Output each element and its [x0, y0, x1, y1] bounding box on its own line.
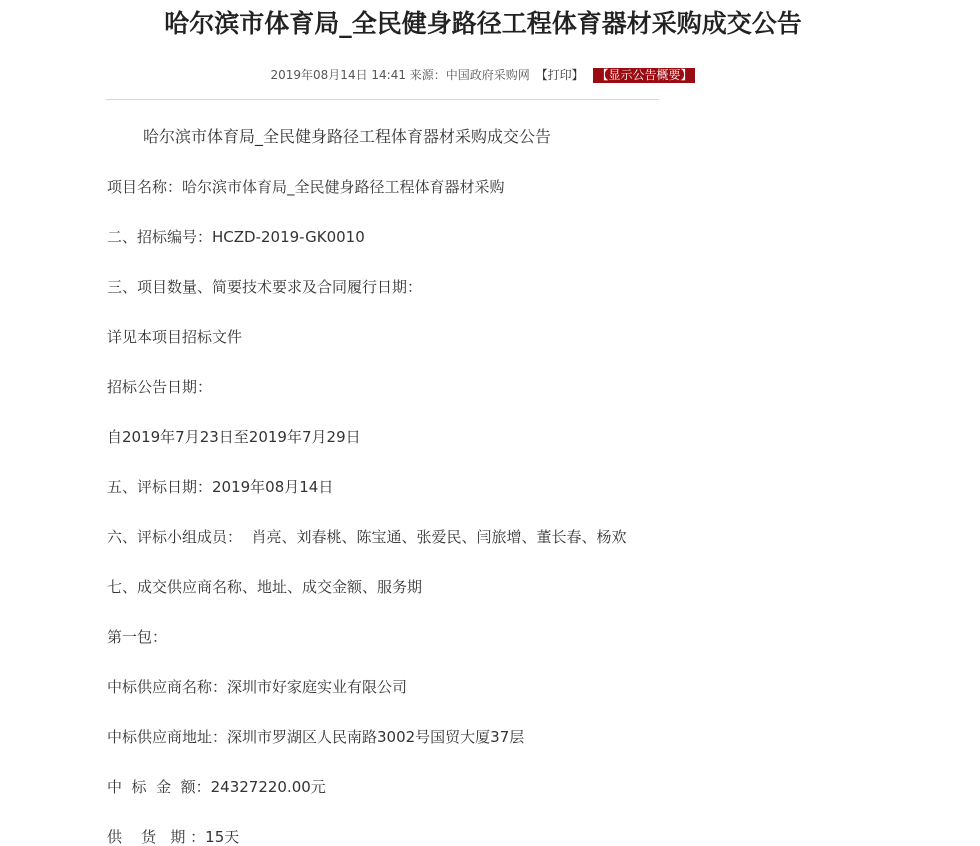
publish-info: 2019年08月14日 14:41 来源：中国政府采购网 — [270, 68, 530, 82]
delivery-period-line: 供 货 期 ：15天 — [107, 828, 240, 846]
supplier-info-heading: 七、成交供应商名称、地址、成交金额、服务期 — [107, 578, 423, 596]
project-requirements-heading: 三、项目数量、简要技术要求及合同履行日期： — [107, 278, 423, 296]
supplier-address-line: 中标供应商地址：深圳市罗湖区人民南路3002号国贸大厦37层 — [107, 728, 525, 746]
supplier-name-line: 中标供应商名称：深圳市好家庭实业有限公司 — [107, 678, 408, 696]
package-one-heading: 第一包： — [107, 628, 168, 646]
project-name-line: 项目名称：哈尔滨市体育局_全民健身路径工程体育器材采购 — [107, 178, 505, 196]
announcement-date-range: 自2019年7月23日至2019年7月29日 — [107, 428, 361, 446]
print-link[interactable]: 【打印】 — [535, 68, 584, 82]
show-summary-button[interactable]: 【显示公告概要】 — [593, 68, 695, 83]
requirements-detail-line: 详见本项目招标文件 — [107, 328, 243, 346]
article-meta — [0, 66, 966, 84]
bid-amount-line: 中 标 金 额：24327220.00元 — [107, 778, 326, 796]
announcement-date-heading: 招标公告日期： — [107, 378, 213, 396]
title-divider — [106, 99, 659, 100]
evaluation-committee-line: 六、评标小组成员： 肖亮、刘春桃、陈宝通、张爱民、闫旅增、董长春、杨欢 — [107, 528, 627, 546]
article-body — [107, 122, 967, 846]
document-heading: 哈尔滨市体育局_全民健身路径工程体育器材采购成交公告 — [143, 127, 552, 146]
tender-number-line: 二、招标编号：HCZD-2019-GK0010 — [107, 228, 365, 246]
page-title: 哈尔滨市体育局_全民健身路径工程体育器材采购成交公告 — [164, 9, 802, 38]
evaluation-date-line: 五、评标日期：2019年08月14日 — [107, 478, 334, 496]
